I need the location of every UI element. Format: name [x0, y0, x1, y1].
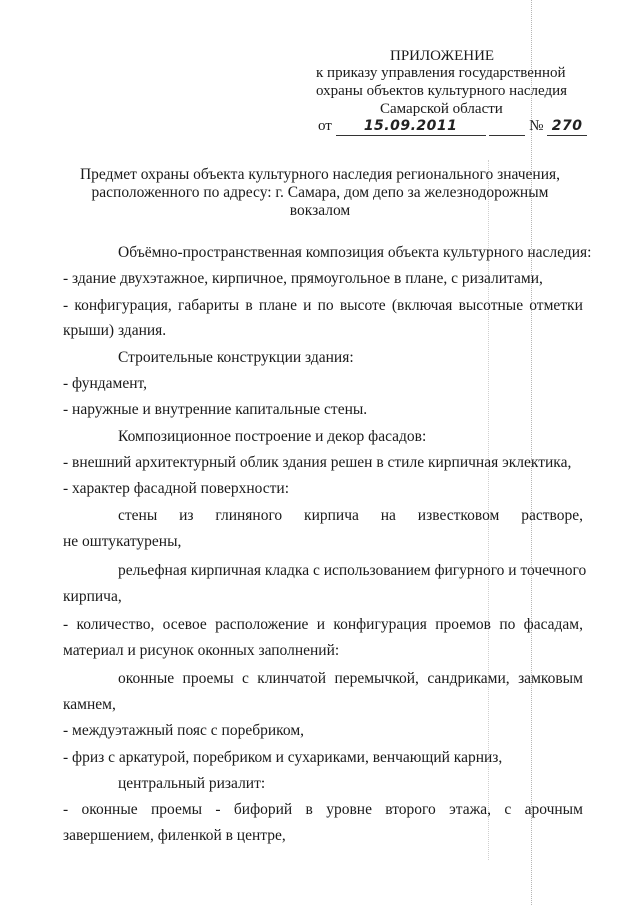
appendix-title: ПРИЛОЖЕНИЕ [390, 48, 495, 64]
list-item: - здание двухэтажное, кирпичное, прямоугольное в плане, с ризалитами, [63, 270, 543, 287]
list-item: - внешний архитектурный облик здания решен в стиле кирпичная эклектика, [63, 454, 572, 471]
header-line-1: к приказу управления государственной [316, 65, 566, 81]
structures-heading: Строительные конструкции здания: [118, 349, 354, 366]
number-prefix: № [529, 118, 544, 134]
list-item: - наружные и внутренние капитальные стены. [63, 401, 368, 418]
subject-line-1: Предмет охраны объекта культурного наследия регионального значения, [79, 166, 561, 183]
number-field [547, 117, 587, 136]
central-risalit-heading: центральный ризалит: [118, 775, 266, 792]
list-item: - междуэтажный пояс с поребриком, [63, 722, 305, 739]
volume-composition-heading: Объёмно-пространственная композиция объекта культурного наследия: [118, 244, 592, 261]
list-item-continuation: материал и рисунок оконных заполнений: [63, 642, 340, 659]
justified-line: оконные проемы с клинчатой перемычкой, сандриками, замковым [118, 670, 583, 687]
date-handwritten: 15.09.2011 [363, 118, 458, 134]
justified-line: - оконные проемы - бифорий в уровне второго этажа, с арочным [63, 801, 583, 818]
list-item-continuation: крыши) здания. [63, 322, 167, 339]
order-date-line [318, 117, 587, 136]
facade-heading: Композиционное построение и декор фасадов: [118, 428, 427, 445]
header-line-3: Самарской области [380, 101, 503, 117]
list-item: - характер фасадной поверхности: [63, 480, 290, 497]
header-line-2: охраны объектов культурного наследия [316, 83, 568, 99]
list-item-continuation: не оштукатурены, [63, 533, 182, 550]
list-item-continuation: кирпича, [63, 588, 122, 605]
sub-item: рельефная кирпичная кладка с использованием фигурного и точечного [118, 562, 587, 579]
list-item: - фриз с аркатурой, поребриком и сухариками, венчающий карниз, [63, 749, 503, 766]
date-prefix: от [318, 118, 332, 134]
subject-line-2: расположенного по адресу: г. Самара, дом депо за железнодорожным [91, 184, 549, 201]
subject-line-3: вокзалом [289, 202, 351, 219]
number-handwritten: 270 [551, 118, 583, 134]
date-field-tail [489, 117, 525, 136]
justified-line: - конфигурация, габариты в плане и по высоте (включая высотные отметки [63, 297, 583, 314]
justified-line: стены из глиняного кирпича на известковом растворе, [118, 507, 583, 524]
date-field [336, 117, 486, 136]
list-item-continuation: камнем, [63, 696, 116, 713]
justified-line: - количество, осевое расположение и конфигурация проемов по фасадам, [63, 616, 583, 633]
list-item: - фундамент, [63, 375, 147, 392]
list-item-continuation: завершением, филенкой в центре, [63, 827, 286, 844]
